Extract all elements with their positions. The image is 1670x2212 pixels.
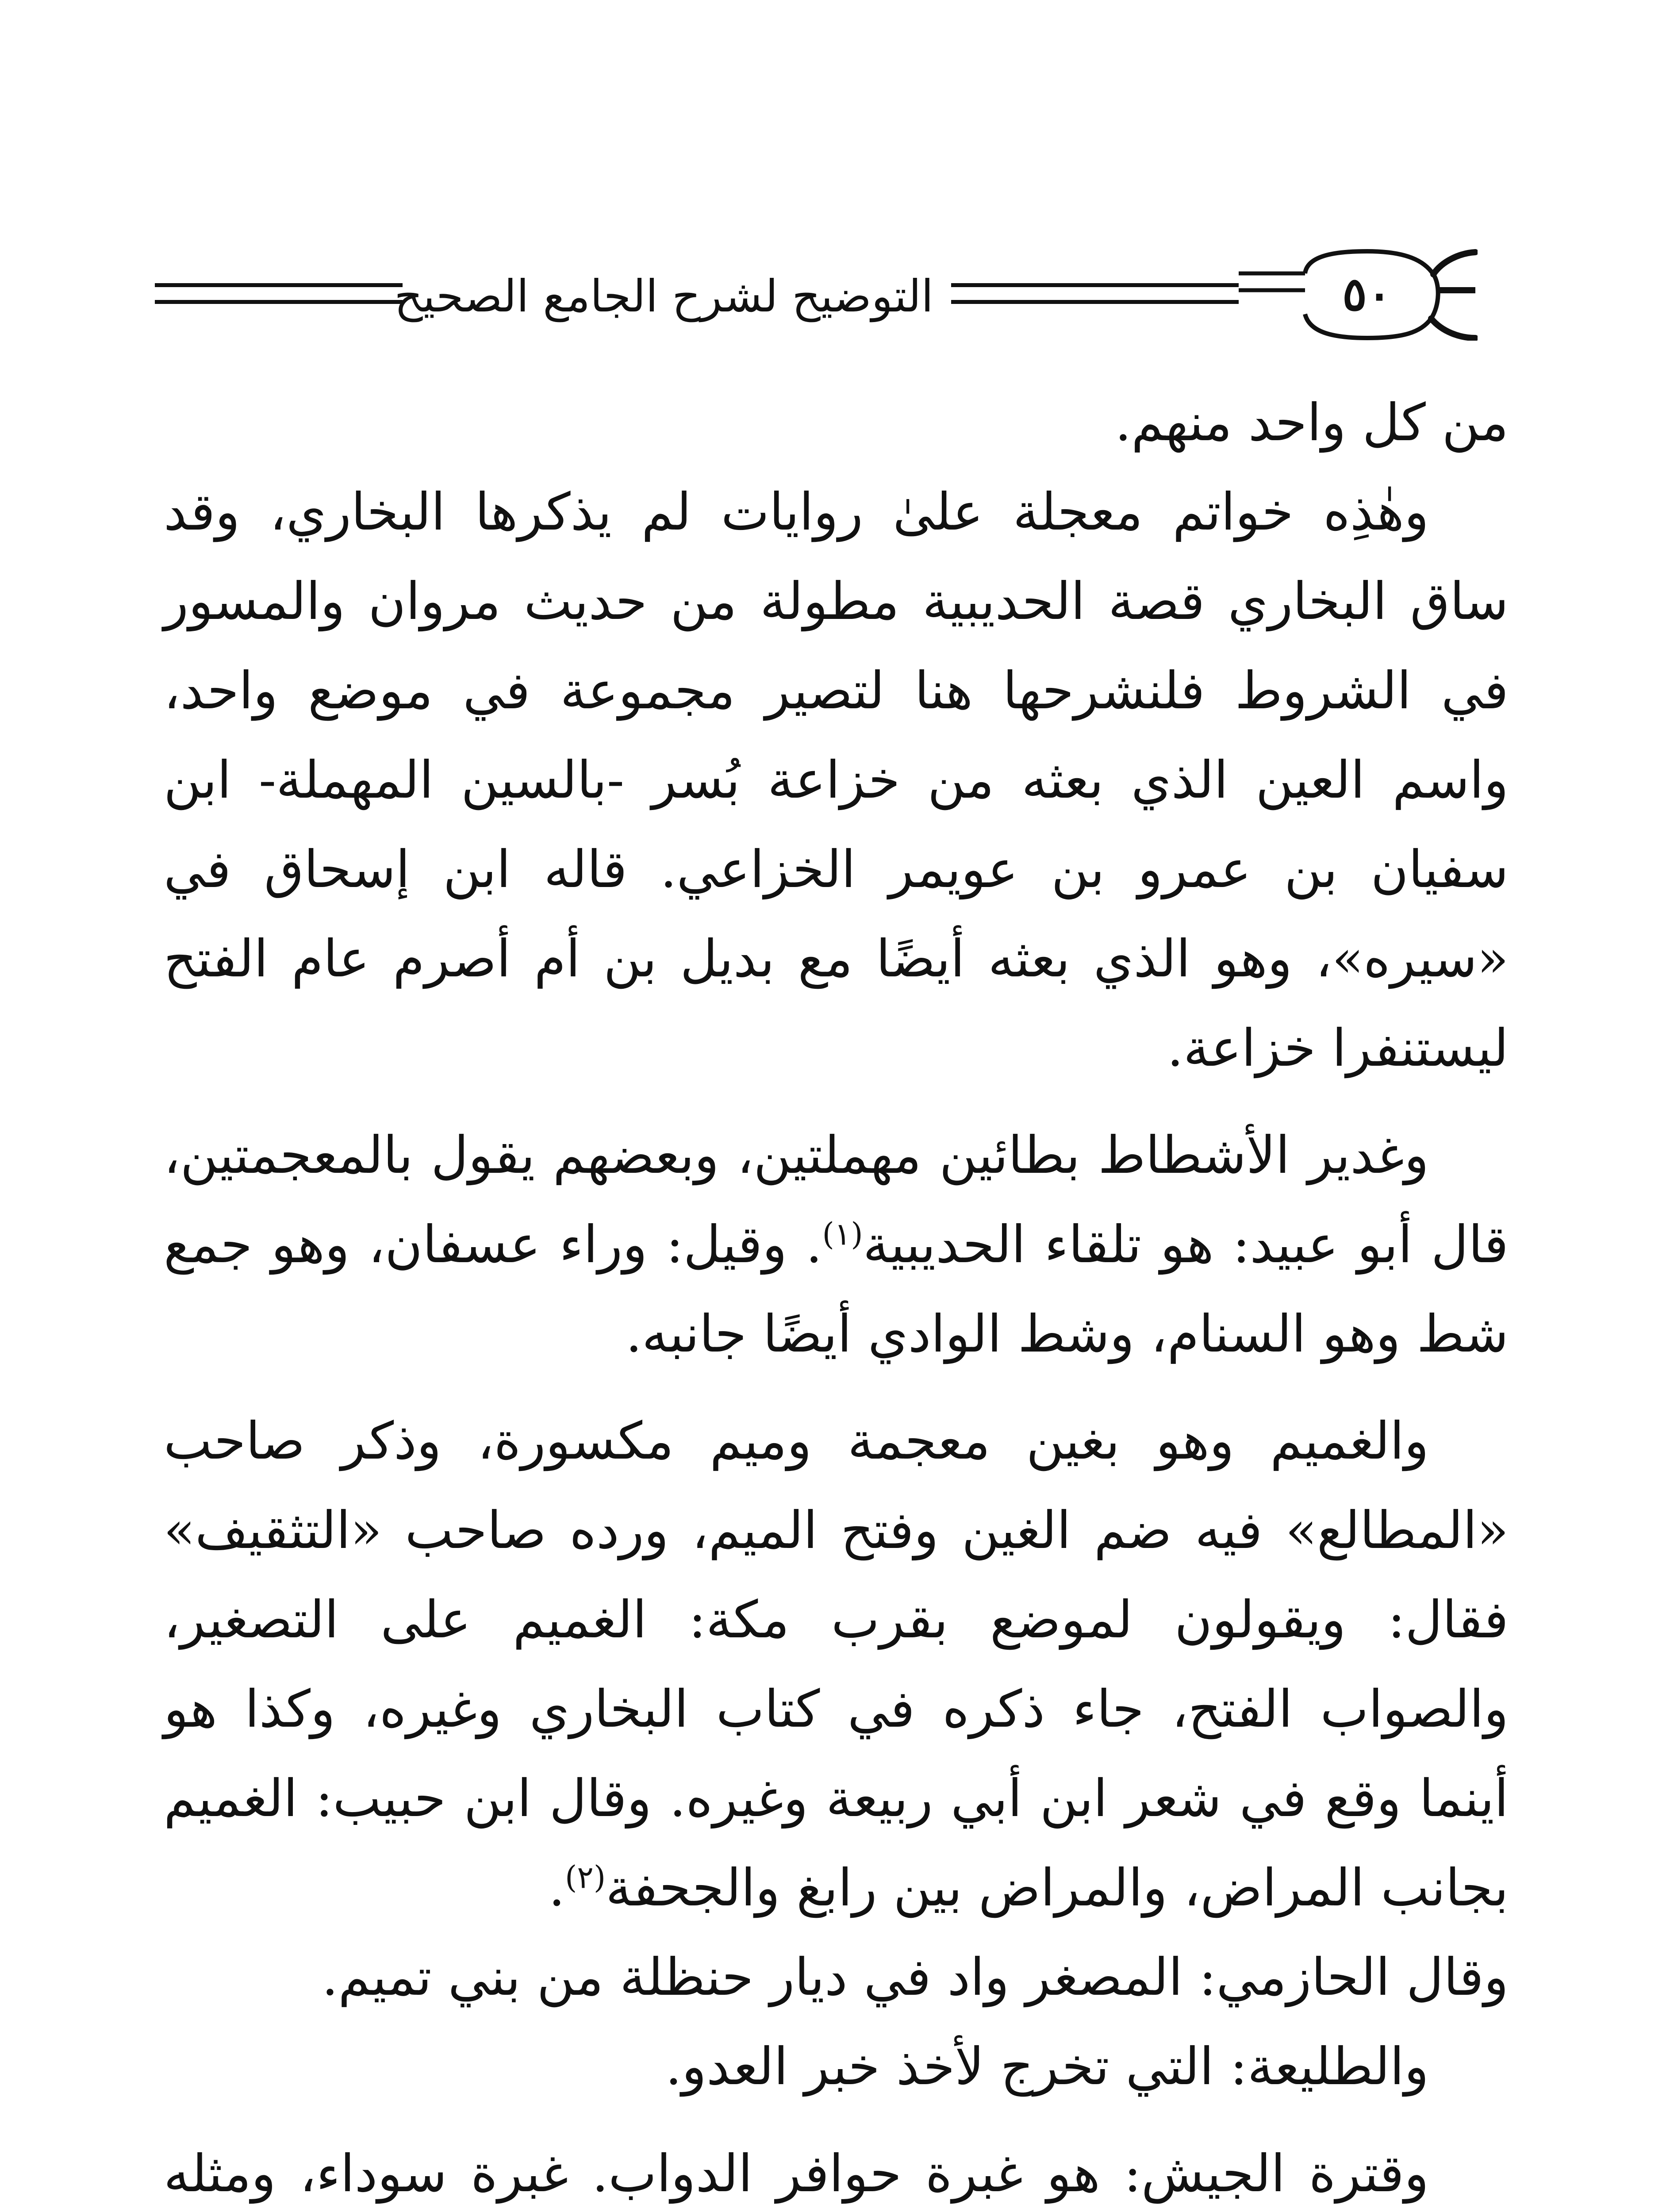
footnote-ref-2[interactable]: (٢) xyxy=(564,1859,606,1896)
header-rule-middle-bottom xyxy=(951,300,1239,304)
paragraph: وقترة الجيش: هو غبرة حوافر الدواب. غبرة سوداء، ومثله xyxy=(164,2144,1429,2204)
paragraph xyxy=(164,1397,1509,1933)
paragraph xyxy=(164,1111,1509,1379)
paragraph-text: . xyxy=(549,1858,565,1918)
paragraph: وقال الحازمي: المصغر واد في ديار حنظلة من بني تميم. xyxy=(322,1947,1509,2007)
book-title: التوضيح لشرح الجامع الصحيح xyxy=(394,270,933,322)
paragraph-text: والغميم وهو بغين معجمة وميم مكسورة، وذكر صاحب «المطالع» فيه ضم الغين وفتح الميم، ورده صاحب «التثقيف» فقال: ويقولون لموضع بقرب مكة: الغميم على التصغير، والصواب الفتح، جاء ذكره في كتاب البخاري وغيره، وكذا هو أينما وقع في شعر ابن أبي ربيعة وغيره. وقال ابن حبيب: الغميم بجانب المراض، والمراض بين رابغ والجحفة xyxy=(164,1411,1509,1918)
header-rule-left-bottom xyxy=(155,300,403,304)
page-number-badge xyxy=(1230,248,1478,341)
page-number: ٥٠ xyxy=(1342,267,1392,321)
paragraph-text: . وقيل: وراء عسفان، وهو جمع شط وهو السنام، وشط الوادي أيضًا جانبه. xyxy=(164,1215,1509,1364)
running-header xyxy=(155,248,1517,354)
footnote-ref-1[interactable]: (١) xyxy=(822,1216,863,1252)
header-rule-middle-top xyxy=(951,283,1239,287)
body-text xyxy=(164,378,1509,2212)
paragraph: وهٰذِه خواتم معجلة علىٰ روايات لم يذكرها البخاري، وقد ساق البخاري قصة الحديبية مطولة من حديث مروان والمسور في الشروط فلنشرحها هنا لتصير مجموعة في موضع واحد، واسم العين الذي بعثه من خزاعة بُسر -بالسين المهملة- ابن سفيان بن عمرو بن عويمر الخزاعي. قاله ابن إسحاق في «سيره»، وهو الذي بعثه أيضًا مع بديل بن أم أصرم عام الفتح ليستنفرا خزاعة. xyxy=(164,482,1509,1078)
paragraph: من كل واحد منهم. xyxy=(1115,393,1509,453)
header-rule-left-top xyxy=(155,283,403,287)
paragraph-text: وغدير الأشطاط بطائين مهملتين، وبعضهم يقول بالمعجمتين، قال أبو عبيد: هو تلقاء الحديبية xyxy=(164,1125,1509,1275)
paragraph: والطليعة: التي تخرج لأخذ خبر العدو. xyxy=(665,2037,1429,2097)
